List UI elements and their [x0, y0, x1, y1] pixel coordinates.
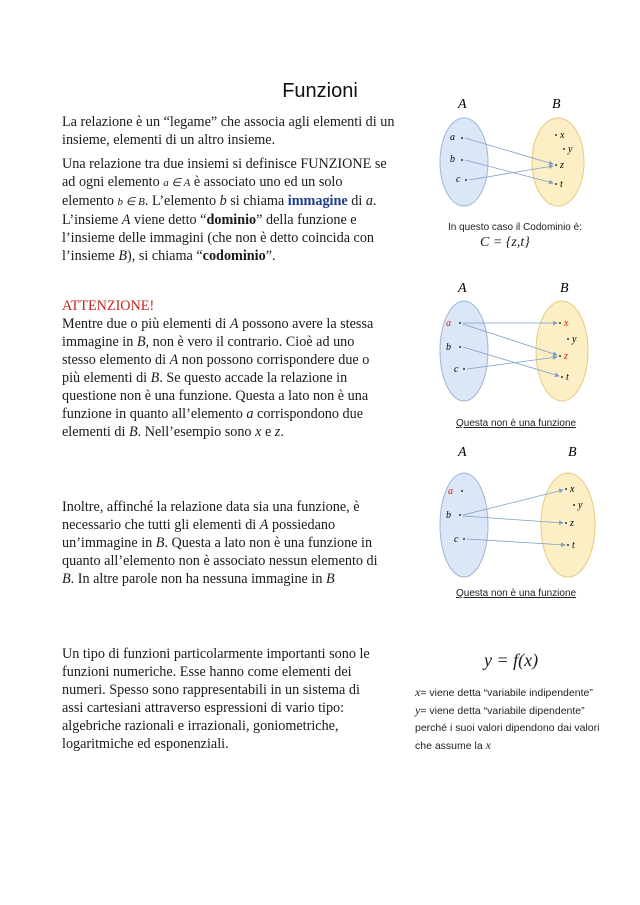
numeric-functions-paragraph: [62, 645, 422, 753]
p4-line-1: Un tipo di funzioni particolarmente importanti sono le: [62, 646, 370, 662]
set-b-label: B: [560, 281, 569, 296]
function-definition-paragraph: [62, 155, 422, 265]
set-b-ellipse: [541, 473, 595, 577]
surjective-note-paragraph: [62, 498, 422, 588]
elem-a: a: [450, 132, 455, 143]
elem-c: c: [454, 534, 459, 545]
elem-y: y: [568, 144, 573, 155]
p4-line-6: logaritmiche ed esponenziali.: [62, 736, 229, 752]
set-b-label: B: [552, 97, 561, 112]
set-b-label: B: [568, 445, 577, 460]
elem-x: x: [560, 130, 565, 141]
elem-a: a: [446, 318, 451, 329]
function-formula: y = f(x): [484, 650, 539, 670]
elem-y: y: [572, 334, 577, 345]
elem-b: b: [446, 510, 451, 521]
def-line-6: l’insieme B), si chiama “codominio”.: [62, 248, 276, 264]
non-function-diagram-2: [430, 440, 600, 580]
non-function-caption-2: Questa non è una funzione: [456, 588, 577, 599]
att-line-7: elementi di B. Nell’esempio sono x e z.: [62, 424, 284, 440]
set-a-ellipse: [440, 118, 488, 206]
def-line-2: ad ogni elemento a ∈ A è associato uno ed un solo: [62, 174, 343, 190]
p3-line-5: B. In altre parole non ha nessuna immagine in B: [62, 571, 335, 587]
elem-t: t: [572, 540, 575, 551]
attention-paragraph: [62, 297, 422, 441]
elem-a: a: [448, 486, 453, 497]
attention-heading: ATTENZIONE!: [62, 298, 155, 314]
p4-line-2: funzioni numeriche. Esse hanno come elementi dei: [62, 664, 352, 680]
elem-x: x: [570, 484, 575, 495]
note-line-3: perché i suoi valori dipendono dai valori: [415, 722, 600, 734]
intro-text: La relazione è un “legame” che associa agli elementi di un insieme, elementi di un altro insieme.: [62, 114, 395, 148]
non-function-caption-1: Questa non è una funzione: [456, 418, 577, 429]
intro-paragraph: [62, 113, 422, 149]
set-a-label: A: [458, 445, 467, 460]
elem-t: t: [560, 179, 563, 190]
variable-notes: [415, 684, 635, 755]
p4-line-5: algebriche razionali e irrazionali, goniometriche,: [62, 718, 339, 734]
page-title: Funzioni: [282, 80, 358, 102]
att-line-6: funzione in quanto all’elemento a corrispondono due: [62, 406, 364, 422]
elem-z: z: [560, 160, 564, 171]
att-line-4: più elementi di B. Se questo accade la relazione in: [62, 370, 348, 386]
elem-z: z: [570, 518, 574, 529]
p4-line-3: numeri. Spesso sono rappresentabili in un sistema di: [62, 682, 360, 698]
elem-y: y: [578, 500, 583, 511]
p3-line-2: necessario che tutti gli elementi di A possiedano: [62, 517, 336, 533]
att-line-2: immagine in B, non è vero il contrario. Cioè ad uno: [62, 334, 355, 350]
att-line-5: questione non è una funzione. Questa a lato non è una: [62, 388, 369, 404]
p4-line-4: assi cartesiani attraverso espressioni di vario tipo:: [62, 700, 345, 716]
term-dominio: dominio: [206, 212, 257, 228]
p3-line-1: Inoltre, affinché la relazione data sia una funzione, è: [62, 499, 360, 515]
note-independent: x= viene detta “variabile indipendente”: [415, 685, 593, 699]
elem-t: t: [566, 372, 569, 383]
def-line-1: Una relazione tra due insiemi si definisce FUNZIONE se: [62, 156, 387, 172]
elem-b: b: [450, 154, 455, 165]
codomain-expression: C = {z,t}: [480, 235, 530, 250]
elem-b: b: [446, 342, 451, 353]
function-diagram: [430, 92, 600, 212]
att-line-3: stesso elemento di A non possono corrispondere due o: [62, 352, 370, 368]
def-line-4: L’insieme A viene detto “dominio” della funzione e: [62, 212, 357, 228]
term-codominio: codominio: [202, 248, 266, 264]
att-line-1: Mentre due o più elementi di A possono avere la stessa: [62, 316, 374, 332]
elem-z: z: [564, 351, 568, 362]
elem-c: c: [456, 174, 461, 185]
note-line-4: che assume la x: [415, 738, 491, 752]
p3-line-3: un’immagine in B. Questa a lato non è una funzione in: [62, 535, 373, 551]
def-line-3: elemento b ∈ B. L’elemento b si chiama immagine di a.: [62, 193, 377, 209]
elem-x: x: [564, 318, 569, 329]
set-a-label: A: [458, 97, 467, 112]
term-immagine: immagine: [287, 193, 348, 209]
def-line-5: l’insieme delle immagini (che non è detto coincida con: [62, 230, 375, 246]
set-a-label: A: [458, 281, 467, 296]
p3-line-4: quanto all’elemento non è associato nessun elemento di: [62, 553, 378, 569]
codomain-caption: In questo caso il Codominio è:: [448, 222, 582, 233]
non-function-diagram-1: [430, 276, 600, 406]
elem-c: c: [454, 364, 459, 375]
set-b-ellipse: [532, 118, 584, 206]
note-dependent: y= viene detta “variabile dipendente”: [415, 703, 585, 717]
